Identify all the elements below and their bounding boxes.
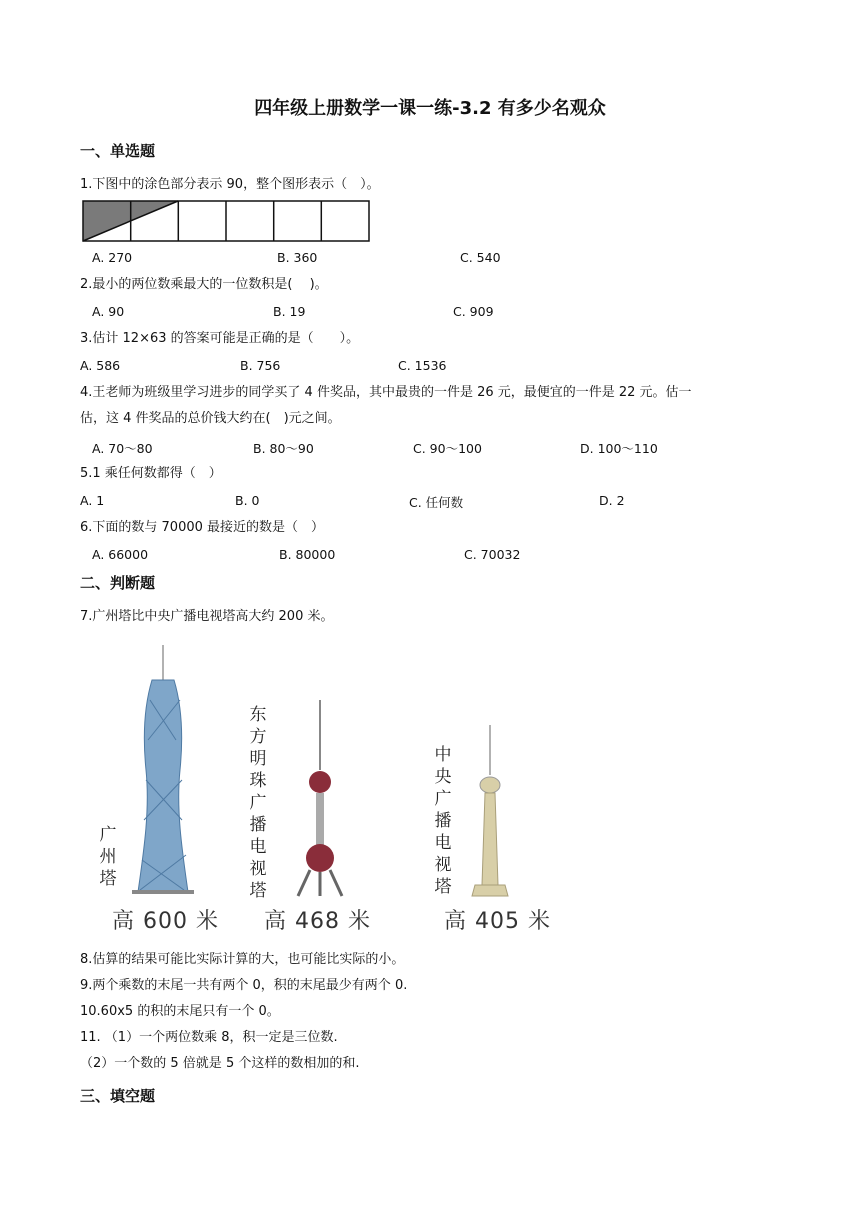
q4-option-b[interactable]: B. 80～90 [253, 441, 314, 456]
towers-illustration [80, 640, 560, 940]
question-7: 7.广州塔比中央广播电视塔高大约 200 米。 [80, 609, 334, 624]
q3-option-a[interactable]: A. 586 [80, 358, 121, 373]
oriental-pearl-tower-icon [298, 700, 342, 896]
question-6: 6.下面的数与 70000 最接近的数是（ ） [80, 520, 325, 535]
q3-option-b[interactable]: B. 756 [240, 358, 281, 373]
cctv-tower-height: 高 405 米 [444, 909, 551, 934]
q5-option-c[interactable]: C. 任何数 [409, 495, 464, 510]
q2-option-b[interactable]: B. 19 [273, 304, 306, 319]
fraction-figure [82, 200, 370, 242]
q5-option-b[interactable]: B. 0 [235, 493, 260, 508]
q5-option-a[interactable]: A. 1 [80, 493, 105, 508]
question-4-line-2: 估，这 4 件奖品的总价钱大约在( )元之间。 [80, 411, 341, 426]
canton-tower-label: 广州塔 [99, 825, 117, 889]
question-2: 2.最小的两位数乘最大的一位数积是( )。 [80, 277, 328, 292]
q2-option-a[interactable]: A. 90 [92, 304, 125, 319]
oriental-pearl-tower-label: 东方明珠广播电视塔 [249, 705, 267, 901]
question-5: 5.1 乘任何数都得（ ） [80, 466, 222, 481]
question-1: 1.下图中的涂色部分表示 90，整个图形表示（ ）。 [80, 177, 380, 192]
q6-option-c[interactable]: C. 70032 [464, 547, 521, 562]
oriental-pearl-tower-height: 高 468 米 [264, 909, 371, 934]
section-heading-true-false: 二、判断题 [80, 574, 156, 592]
q4-option-d[interactable]: D. 100～110 [580, 441, 658, 456]
q6-option-b[interactable]: B. 80000 [279, 547, 336, 562]
q3-option-c[interactable]: C. 1536 [398, 358, 447, 373]
question-9: 9.两个乘数的末尾一共有两个 0，积的末尾最少有两个 0. [80, 978, 408, 993]
q1-option-b[interactable]: B. 360 [277, 250, 318, 265]
cctv-tower-label: 中央广播电视塔 [434, 745, 452, 897]
page-title: 四年级上册数学一课一练-3.2 有多少名观众 [254, 98, 606, 119]
canton-tower-icon [132, 645, 194, 894]
section-heading-single-choice: 一、单选题 [80, 142, 156, 160]
question-11-part-2: （2）一个数的 5 倍就是 5 个这样的数相加的和. [80, 1056, 360, 1071]
q5-option-d[interactable]: D. 2 [599, 493, 625, 508]
q1-option-c[interactable]: C. 540 [460, 250, 501, 265]
q1-option-a[interactable]: A. 270 [92, 250, 133, 265]
question-3: 3.估计 12×63 的答案可能是正确的是（ ）。 [80, 331, 360, 346]
q2-option-c[interactable]: C. 909 [453, 304, 494, 319]
q4-option-a[interactable]: A. 70～80 [92, 441, 153, 456]
section-heading-fill-in: 三、填空题 [80, 1087, 156, 1105]
canton-tower-height: 高 600 米 [112, 909, 219, 934]
q4-option-c[interactable]: C. 90～100 [413, 441, 482, 456]
question-11-part-1: 11. （1）一个两位数乘 8，积一定是三位数. [80, 1030, 338, 1045]
cctv-tower-icon [472, 725, 508, 896]
question-10: 10.60x5 的积的末尾只有一个 0。 [80, 1004, 280, 1019]
question-4-line-1: 4.王老师为班级里学习进步的同学买了 4 件奖品，其中最贵的一件是 26 元，最便宜的一件是 22 元。估一 [80, 385, 692, 400]
question-8: 8.估算的结果可能比实际计算的大，也可能比实际的小。 [80, 952, 405, 967]
q6-option-a[interactable]: A. 66000 [92, 547, 149, 562]
